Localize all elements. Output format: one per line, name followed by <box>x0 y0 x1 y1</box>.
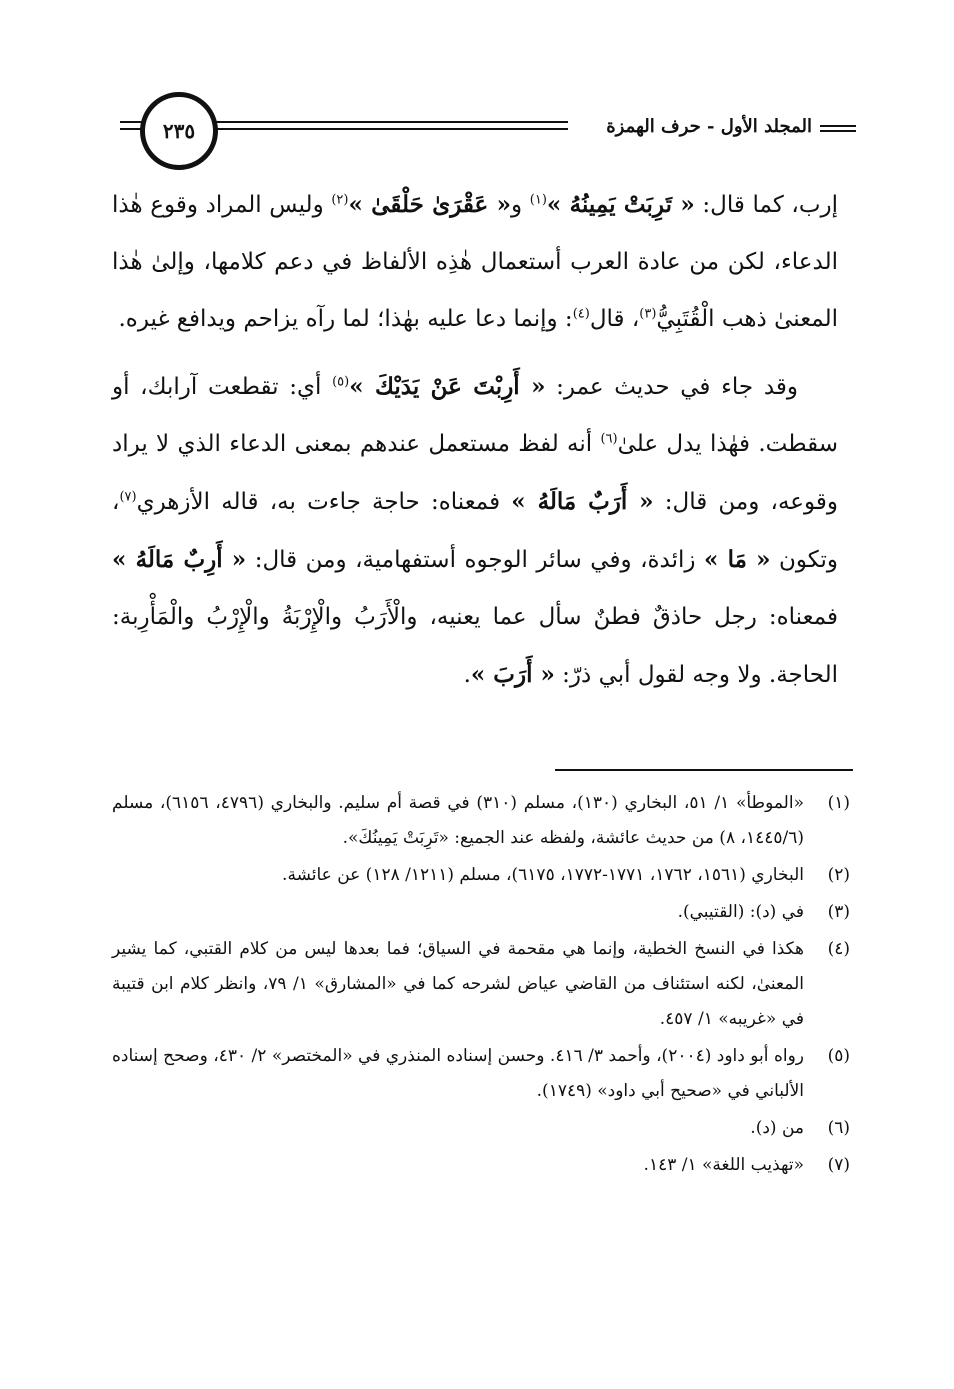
text-run: وقد جاء في حديث عمر: <box>545 374 798 400</box>
footnote-text: «الموطأ» ١/ ٥١، البخاري (١٣٠)، مسلم (٣١٠) في قصة أم سليم. والبخاري (٤٧٩٦، ٦١٥٦)، مسلم (١٤٤٥/٦، ٨) من حديث عائشة، ولفظه عند الجميع: «تَرِبَتْ يَمِينُكَ». <box>112 793 804 848</box>
footnote-number: (٣) <box>827 902 850 922</box>
footnotes <box>112 786 850 1185</box>
quoted-phrase: « أَرَبَ » <box>470 661 555 688</box>
hadith-quote: « أَرِبْتَ عَنْ يَدَيْكَ » <box>349 373 546 400</box>
footnote-ref: (٧) <box>119 489 137 505</box>
main-text <box>112 176 838 704</box>
footnote-text: البخاري (١٥٦١، ١٧٦٢، ١٧٧١-١٧٧٢، ٦١٧٥)، مسلم (١٢١١/ ١٢٨) عن عائشة. <box>282 865 804 885</box>
footnote <box>112 932 850 1037</box>
footnote-ref: (١) <box>529 192 547 208</box>
text-run: و <box>511 192 530 218</box>
text-run: : وإنما دعا عليه بهٰذا؛ لما رآه يزاحم ويدافع غيره. <box>118 306 573 332</box>
quoted-phrase: « أَرِبٌ مَالَهُ » <box>112 546 247 573</box>
text-run: أي: تقطعت آرابك، أو سقطت. فهٰذا يدل علىٰ <box>112 374 838 457</box>
page-header <box>100 92 860 174</box>
footnote <box>112 895 850 930</box>
page-number: ٢٣٥ <box>140 92 218 170</box>
footnote-number: (٤) <box>827 939 850 959</box>
text-run: زائدة، وفي سائر الوجوه أستفهامية، ومن قال: <box>246 547 705 573</box>
footnote-ref: (٦) <box>600 431 618 447</box>
footnote <box>112 1039 850 1109</box>
footnote-ref: (٥) <box>332 374 350 390</box>
text-run: فمعناه: حاجة جاءت به، قاله الأزهري <box>136 489 512 515</box>
footnote-text: في (د): (القتيبي). <box>677 902 804 922</box>
footnote <box>112 858 850 893</box>
footnote-text: من (د). <box>750 1118 804 1138</box>
quoted-phrase: « أَرَبٌ مَالَهُ » <box>511 488 654 515</box>
hadith-quote: « عَقْرَىٰ حَلْقَىٰ » <box>348 191 511 218</box>
paragraph <box>112 358 838 704</box>
header-rule <box>208 128 568 130</box>
running-head: المجلد الأول - حرف الهمزة <box>606 116 812 137</box>
text-run: أنه لفظ مستعمل عندهم بمعنى الدعاء الذي لا يراد وقوعه، ومن قال: <box>112 431 838 515</box>
footnote-ref: (٢) <box>331 192 349 208</box>
text-run: وليس المراد وقوع هٰذا الدعاء، لكن من عادة العرب أستعمال هٰذِه الألفاظ في دعم كلامها، وإلىٰ هٰذا المعنىٰ ذهب الْقُتَبِيُّ <box>112 192 838 332</box>
footnote-text: رواه أبو داود (٢٠٠٤)، وأحمد ٣/ ٤١٦. وحسن إسناده المنذري في «المختصر» ٢/ ٤٣٠، وصحح إسناده الألباني في «صحيح أبي داود» (١٧٤٩). <box>112 1046 804 1101</box>
text-run: ، وتكون <box>112 489 839 573</box>
footnote-number: (١) <box>827 793 850 813</box>
footnote-number: (٥) <box>827 1046 850 1066</box>
text-run: ، قال <box>589 306 640 332</box>
text-run: . <box>463 662 471 688</box>
header-rule <box>820 130 856 132</box>
footnote <box>112 1111 850 1146</box>
header-rule <box>820 125 856 127</box>
footnote-separator <box>555 769 853 771</box>
hadith-quote: « تَرِبَتْ يَمِينُهُ » <box>546 191 695 218</box>
footnote-text: «تهذيب اللغة» ١/ ١٤٣. <box>643 1155 804 1175</box>
footnote-text: هكذا في النسخ الخطية، وإنما هي مقحمة في السياق؛ فما بعدها ليس من كلام القتبي، كما يشير المعنىٰ، لكنه استئناف من القاضي عياض لشرحه كما في «المشارق» ١/ ٧٩، وانظر كلام ابن قتيبة في «غريبه» ١/ ٤٥٧. <box>112 939 804 1029</box>
footnote-number: (٦) <box>827 1118 850 1138</box>
text-run: فمعناه: رجل حاذقٌ فطنٌ سأل عما يعنيه، والْأَرَبُ والْإِرْبَةُ والْإِرْبُ والْمَأْرِبة: الحاجة. ولا وجه لقول أبي ذرّ: <box>112 604 838 688</box>
footnote-ref: (٣) <box>639 306 657 322</box>
header-rule <box>208 121 568 123</box>
footnote-number: (٧) <box>827 1155 850 1175</box>
quoted-phrase: « مَا » <box>704 546 771 573</box>
footnote-ref: (٤) <box>572 306 590 322</box>
footnote <box>112 1148 850 1183</box>
paragraph <box>112 176 838 348</box>
text-run: إرب، كما قال: <box>694 192 839 218</box>
footnote <box>112 786 850 856</box>
footnote-number: (٢) <box>827 865 850 885</box>
